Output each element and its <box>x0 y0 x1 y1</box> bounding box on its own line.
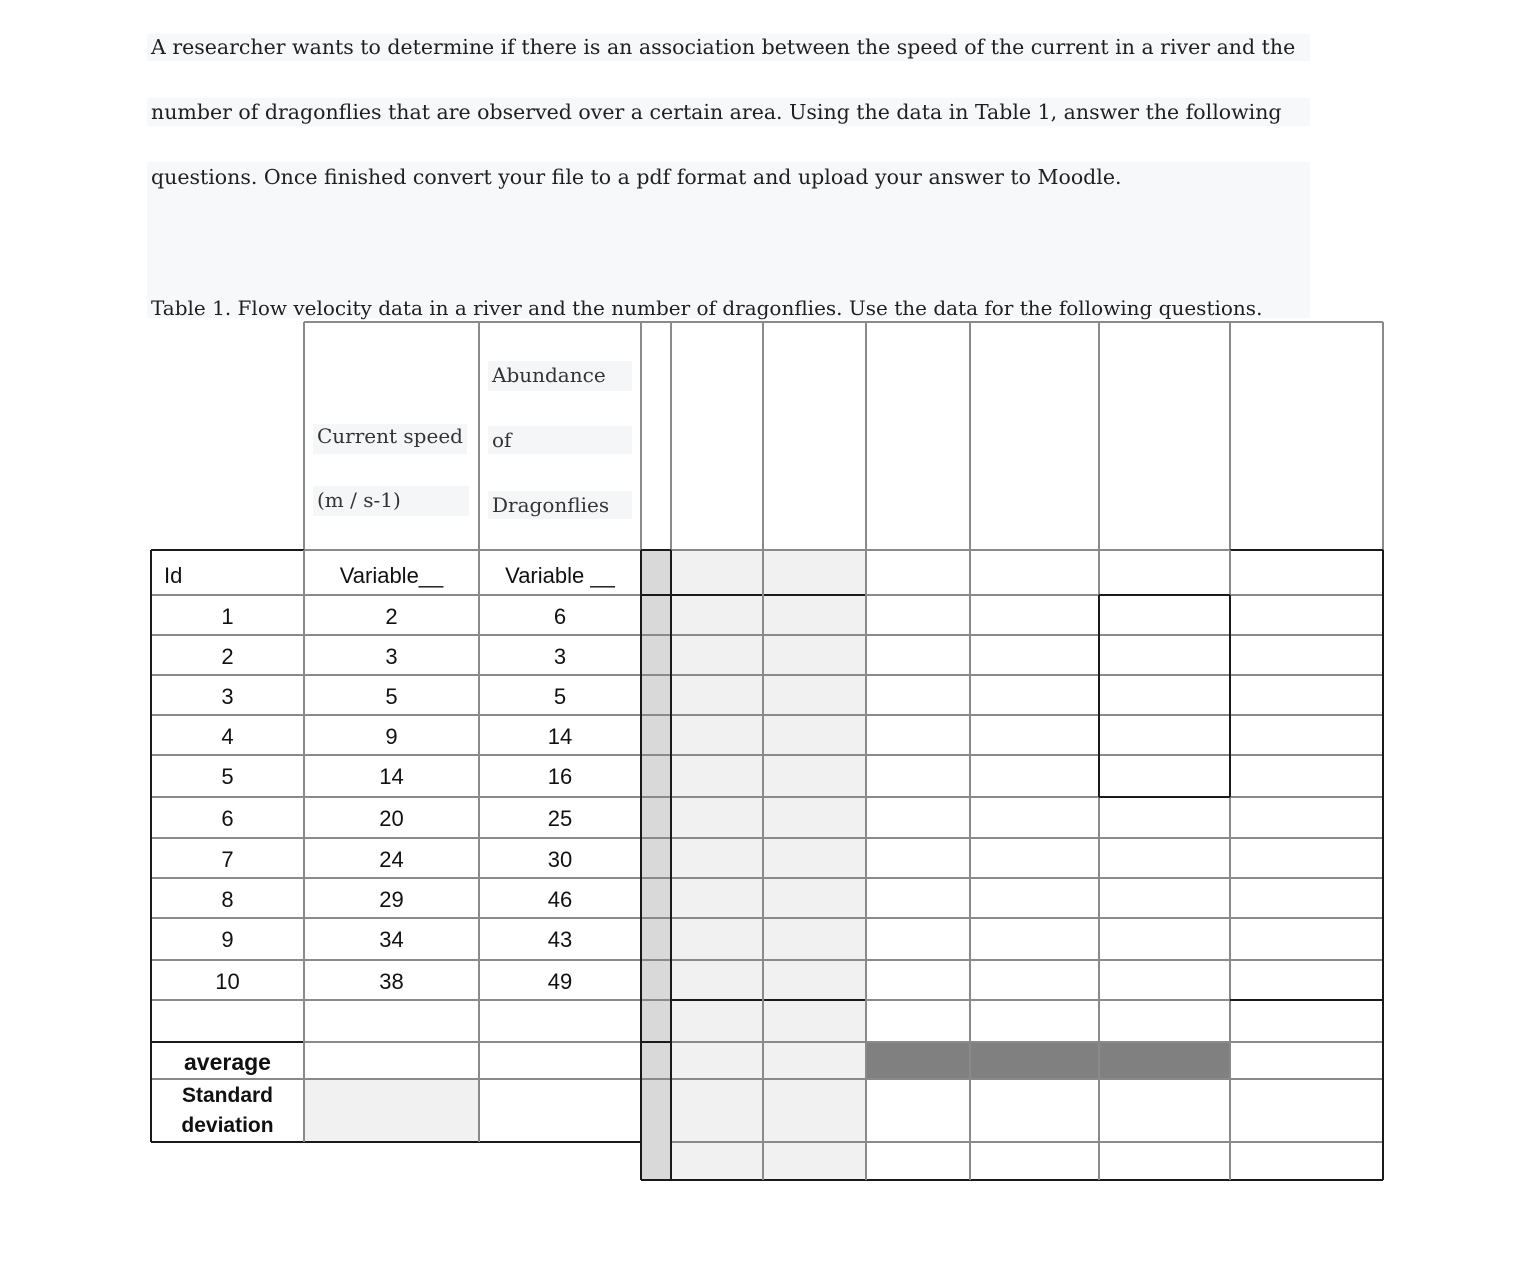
table-cell-id: 6 <box>221 806 234 831</box>
grid-line <box>762 322 764 550</box>
grid-line <box>640 322 642 550</box>
intro-line-3: questions. Once finished convert your file to a pdf format and upload your answer to Moodle. <box>151 165 1122 189</box>
grid-line <box>151 674 1383 676</box>
table-cell-speed: 2 <box>385 604 398 629</box>
table-cell-speed: 20 <box>379 806 404 831</box>
table-cell-abundance: 16 <box>547 764 573 789</box>
grid-line <box>478 322 480 550</box>
grid-line <box>151 634 1383 636</box>
grid-line <box>1099 796 1230 798</box>
table-cell-speed: 14 <box>379 764 404 789</box>
table-cell-id: 10 <box>215 969 240 994</box>
grid-line <box>1229 322 1231 550</box>
grid-line <box>478 550 480 1142</box>
grid-line <box>670 322 672 550</box>
grid-line <box>1098 322 1100 550</box>
grid-line <box>304 321 1383 323</box>
abundance-header-line3: Dragonflies <box>492 493 610 517</box>
table-cell-speed: 38 <box>379 969 404 994</box>
std-label-line1: Standard <box>181 1084 273 1107</box>
table-cell-speed: 5 <box>385 684 398 709</box>
grid-line <box>1230 549 1383 551</box>
table-cell-abundance: 5 <box>553 684 567 709</box>
grid-line <box>641 1041 671 1043</box>
grid-line <box>865 550 867 1180</box>
grid-line <box>671 1141 866 1143</box>
grid-line <box>151 1041 304 1043</box>
table-caption: Table 1. Flow velocity data in a river and the number of dragonflies. Use the data for the following questions. <box>151 296 1263 320</box>
table-cell-id: 1 <box>221 604 234 629</box>
table-cell-abundance: 6 <box>553 604 567 629</box>
grid-line <box>151 1141 641 1143</box>
grid-line <box>1098 595 1100 797</box>
grid-line <box>151 1078 1383 1080</box>
abundance-header-line1: Abundance <box>492 363 606 387</box>
table-cell-id: 7 <box>221 847 234 872</box>
abundance-header-line2: of <box>492 428 512 452</box>
table-cell-id: 2 <box>221 644 234 669</box>
grid-line <box>865 322 867 550</box>
grid-line <box>151 754 1383 756</box>
table-cell-id: 4 <box>221 724 234 749</box>
table-cell-speed: 34 <box>379 927 404 952</box>
grid-line <box>1382 550 1384 1180</box>
variable1-header: Variable__ <box>339 563 444 588</box>
std-label-line2: deviation <box>181 1114 274 1137</box>
grid-line <box>1382 322 1384 550</box>
grid-line <box>762 550 764 1180</box>
table-cell-abundance: 43 <box>547 927 573 952</box>
grid-line <box>151 549 1383 551</box>
grid-line <box>303 322 305 550</box>
table-cell-speed: 3 <box>385 644 398 669</box>
grid-line <box>641 1179 1383 1181</box>
table-cell-id: 8 <box>221 887 234 912</box>
grid-line <box>151 549 304 551</box>
grid-line <box>151 917 1383 919</box>
grid-line <box>1099 594 1230 596</box>
id-column-header: Id <box>164 563 183 588</box>
table-cell-abundance: 3 <box>553 644 567 669</box>
grid-line <box>1229 595 1231 797</box>
grid-line <box>866 549 1099 551</box>
grid-line <box>866 1141 1383 1143</box>
shaded-columns <box>671 550 866 1180</box>
table-cell-id: 3 <box>221 684 234 709</box>
grid-line <box>151 877 1383 879</box>
shaded-cell <box>304 1079 479 1142</box>
table-cell-abundance: 46 <box>547 887 573 912</box>
table-cell-id: 9 <box>221 927 234 952</box>
grid-line <box>1230 999 1383 1001</box>
grid-line <box>671 999 866 1001</box>
intro-line-2: number of dragonflies that are observed over a certain area. Using the data in Table 1, answer the following <box>151 100 1282 124</box>
table-cell-speed: 29 <box>379 887 404 912</box>
table-cell-abundance: 25 <box>547 806 573 831</box>
grid-line <box>641 549 671 551</box>
table-cell-abundance: 49 <box>547 969 573 994</box>
dark-shaded-cells <box>866 1042 1230 1079</box>
grid-line <box>670 550 672 1180</box>
grid-line <box>151 714 1383 716</box>
grid-line <box>641 594 866 596</box>
table-cell-speed: 9 <box>385 724 398 749</box>
speed-header-line2: (m / s-1) <box>317 488 401 512</box>
table-cell-abundance: 30 <box>547 847 573 872</box>
grid-line <box>969 550 971 1180</box>
table-cell-id: 5 <box>221 764 234 789</box>
grid-line <box>151 959 1383 961</box>
average-label: average <box>184 1049 271 1075</box>
intro-line-1: A researcher wants to determine if there is an association between the speed of the current in a river and the <box>151 35 1296 59</box>
grid-line <box>969 322 971 550</box>
shaded-column <box>642 550 671 1180</box>
table-cell-speed: 24 <box>379 847 404 872</box>
variable2-header: Variable __ <box>505 563 615 588</box>
table-cell-abundance: 14 <box>547 724 573 749</box>
grid-line <box>151 1041 1383 1043</box>
speed-header-line1: Current speed <box>317 424 463 448</box>
grid-line <box>151 837 1383 839</box>
